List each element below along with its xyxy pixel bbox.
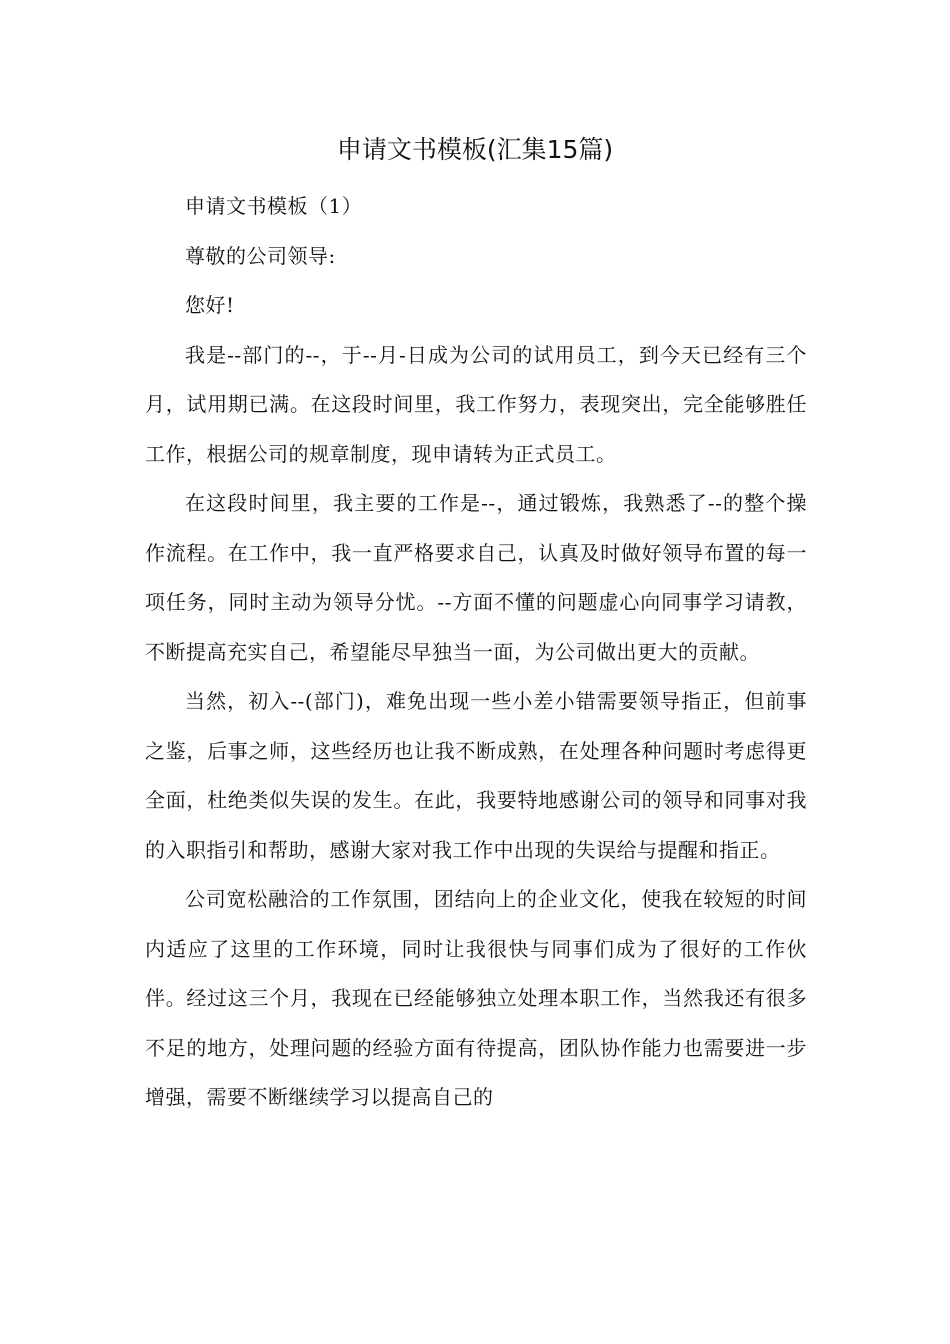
paragraph: 我是--部门的--，于--月-日成为公司的试用员工，到今天已经有三个月，试用期已满。在这段时间里，我工作努力，表现突出，完全能够胜任工作，根据公司的规章制度，现申请转为正式员工。: [145, 342, 807, 466]
document-title: 申请文书模板(汇集15篇): [336, 135, 614, 164]
paragraph: 当然，初入--(部门)，难免出现一些小差小错需要领导指正，但前事之鉴，后事之师，这些经历也让我不断成熟，在处理各种问题时考虑得更全面，杜绝类似失误的发生。在此，我要特地感谢公司的领导和同事对我的入职指引和帮助，感谢大家对我工作中出现的失误给与提醒和指正。: [145, 689, 807, 862]
paragraph: 公司宽松融洽的工作氛围，团结向上的企业文化，使我在较短的时间内适应了这里的工作环境，同时让我很快与同事们成为了很好的工作伙伴。经过这三个月，我现在已经能够独立处理本职工作，当然我还有很多不足的地方，处理问题的经验方面有待提高，团队协作能力也需要进一步增强，需要不断继续学习以提高自己的: [145, 887, 807, 1109]
paragraph-greeting: 您好!: [185, 293, 235, 317]
paragraph-heading: 申请文书模板（1）: [185, 194, 363, 218]
paragraph-salutation: 尊敬的公司领导:: [185, 243, 336, 268]
document-body: [145, 182, 807, 1123]
paragraph: 在这段时间里，我主要的工作是--，通过锻炼，我熟悉了--的整个操作流程。在工作中，我一直严格要求自己，认真及时做好领导布置的每一项任务，同时主动为领导分忧。--方面不懂的问题虚心向同事学习请教，不断提高充实自己，希望能尽早独当一面，为公司做出更大的贡献。: [145, 491, 807, 664]
